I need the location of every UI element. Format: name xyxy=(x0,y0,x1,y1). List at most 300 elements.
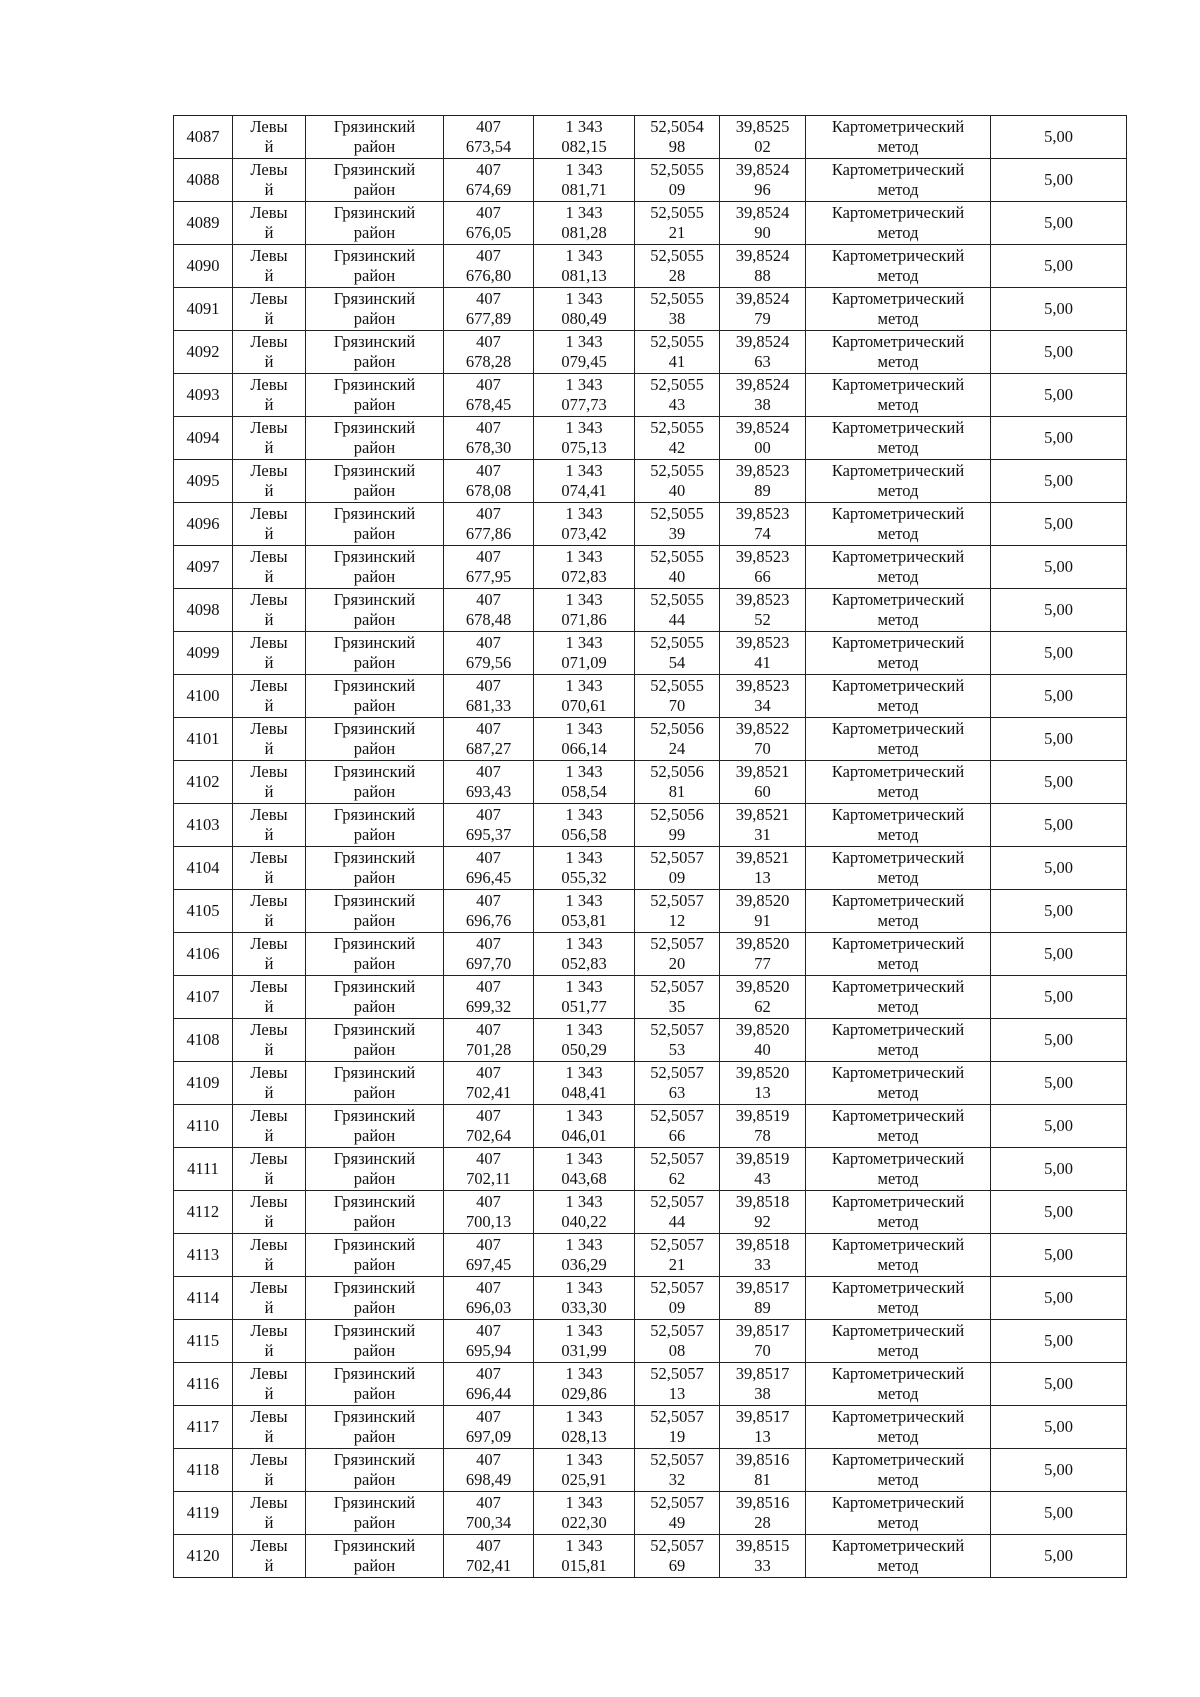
x-coordinate-cell xyxy=(444,632,534,675)
y-coordinate-line-2: 071,86 xyxy=(561,610,607,629)
district-line-2: район xyxy=(353,1169,396,1188)
latitude-line-2: 38 xyxy=(668,309,686,328)
latitude-line-1: 52,5057 xyxy=(650,1149,704,1168)
method-cell xyxy=(806,804,991,847)
method-line-1: Картометрический xyxy=(831,1106,965,1125)
longitude-line-1: 39,8516 xyxy=(735,1493,790,1512)
x-coordinate-line-2: 696,03 xyxy=(465,1298,512,1317)
x-coordinate-line-2: 699,32 xyxy=(465,997,512,1016)
latitude-line-1: 52,5057 xyxy=(650,1364,704,1383)
longitude-cell xyxy=(720,1148,806,1191)
x-coordinate-line-1: 407 xyxy=(476,332,501,351)
district-line-1: Грязинский xyxy=(333,375,416,394)
longitude-line-1: 39,8517 xyxy=(735,1364,790,1383)
point-number-cell xyxy=(174,890,233,933)
bank-side-cell xyxy=(233,1535,306,1578)
accuracy-cell xyxy=(991,1535,1127,1578)
x-coordinate-cell xyxy=(444,546,534,589)
point-number: 4114 xyxy=(186,1288,220,1307)
longitude-line-1: 39,8519 xyxy=(735,1106,790,1125)
method-line-1: Картометрический xyxy=(831,1192,965,1211)
y-coordinate-line-1: 1 343 xyxy=(565,461,603,480)
y-coordinate-line-2: 082,15 xyxy=(561,137,607,156)
method-line-2: метод xyxy=(877,1384,919,1403)
y-coordinate-cell xyxy=(534,374,635,417)
table-row xyxy=(174,1105,1127,1148)
y-coordinate-cell xyxy=(534,1449,635,1492)
latitude-cell xyxy=(635,417,720,460)
longitude-line-2: 31 xyxy=(754,825,771,844)
method-cell xyxy=(806,460,991,503)
latitude-cell xyxy=(635,1148,720,1191)
district-line-2: район xyxy=(353,1513,396,1532)
method-line-1: Картометрический xyxy=(831,676,965,695)
y-coordinate-line-2: 071,09 xyxy=(561,653,607,672)
table-body xyxy=(174,116,1127,1578)
district-line-1: Грязинский xyxy=(333,762,416,781)
accuracy-cell xyxy=(991,1406,1127,1449)
longitude-line-2: 90 xyxy=(754,223,771,242)
bank-side-line-2: й xyxy=(264,137,274,156)
y-coordinate-cell xyxy=(534,847,635,890)
y-coordinate-cell xyxy=(534,331,635,374)
longitude-line-1: 39,8524 xyxy=(735,203,790,222)
bank-side-line-2: й xyxy=(264,352,274,371)
accuracy-cell xyxy=(991,1105,1127,1148)
y-coordinate-line-2: 070,61 xyxy=(561,696,607,715)
x-coordinate-line-1: 407 xyxy=(476,1020,501,1039)
district-cell xyxy=(306,288,444,331)
x-coordinate-line-1: 407 xyxy=(476,1063,501,1082)
point-number-cell xyxy=(174,1148,233,1191)
point-number-cell xyxy=(174,417,233,460)
table-row xyxy=(174,632,1127,675)
y-coordinate-cell xyxy=(534,1492,635,1535)
point-number-cell xyxy=(174,374,233,417)
bank-side-line-2: й xyxy=(264,653,274,672)
latitude-line-2: 43 xyxy=(668,395,686,414)
longitude-cell xyxy=(720,632,806,675)
point-number-cell xyxy=(174,976,233,1019)
longitude-line-1: 39,8521 xyxy=(735,848,790,867)
y-coordinate-cell xyxy=(534,1363,635,1406)
x-coordinate-cell xyxy=(444,460,534,503)
bank-side-line-2: й xyxy=(264,739,274,758)
bank-side-line-1: Левы xyxy=(250,375,288,394)
accuracy-cell xyxy=(991,159,1127,202)
district-line-1: Грязинский xyxy=(333,547,416,566)
x-coordinate-line-1: 407 xyxy=(476,289,501,308)
accuracy-cell xyxy=(991,589,1127,632)
bank-side-cell xyxy=(233,1062,306,1105)
point-number-cell xyxy=(174,718,233,761)
latitude-cell xyxy=(635,245,720,288)
y-coordinate-line-1: 1 343 xyxy=(565,1364,603,1383)
longitude-line-2: 89 xyxy=(754,481,771,500)
bank-side-line-1: Левы xyxy=(250,934,288,953)
method-line-2: метод xyxy=(877,266,919,285)
y-coordinate-line-1: 1 343 xyxy=(565,1106,603,1125)
accuracy-value: 5,00 xyxy=(1044,729,1073,748)
x-coordinate-line-2: 697,09 xyxy=(465,1427,512,1446)
y-coordinate-line-1: 1 343 xyxy=(565,1192,603,1211)
point-number: 4091 xyxy=(186,299,220,318)
latitude-line-1: 52,5057 xyxy=(650,848,704,867)
x-coordinate-line-2: 700,13 xyxy=(465,1212,512,1231)
longitude-line-2: 13 xyxy=(754,1427,771,1446)
method-line-1: Картометрический xyxy=(831,1493,965,1512)
district-cell xyxy=(306,847,444,890)
accuracy-value: 5,00 xyxy=(1044,1073,1073,1092)
method-line-1: Картометрический xyxy=(831,1407,965,1426)
method-cell xyxy=(806,1019,991,1062)
longitude-line-2: 34 xyxy=(754,696,771,715)
method-line-2: метод xyxy=(877,825,919,844)
latitude-line-2: 49 xyxy=(668,1513,686,1532)
x-coordinate-line-1: 407 xyxy=(476,977,501,996)
latitude-cell xyxy=(635,1234,720,1277)
x-coordinate-line-1: 407 xyxy=(476,461,501,480)
y-coordinate-cell xyxy=(534,761,635,804)
method-line-2: метод xyxy=(877,782,919,801)
bank-side-line-2: й xyxy=(264,180,274,199)
bank-side-cell xyxy=(233,1234,306,1277)
method-line-1: Картометрический xyxy=(831,332,965,351)
x-coordinate-line-2: 677,86 xyxy=(465,524,512,543)
x-coordinate-line-2: 687,27 xyxy=(465,739,512,758)
longitude-cell xyxy=(720,374,806,417)
district-cell xyxy=(306,1406,444,1449)
point-number: 4104 xyxy=(186,858,220,877)
table-row xyxy=(174,1019,1127,1062)
method-line-1: Картометрический xyxy=(831,762,965,781)
y-coordinate-line-1: 1 343 xyxy=(565,117,603,136)
latitude-line-2: 09 xyxy=(668,1298,686,1317)
bank-side-line-2: й xyxy=(264,1341,274,1360)
table-row xyxy=(174,1062,1127,1105)
bank-side-cell xyxy=(233,1449,306,1492)
method-line-2: метод xyxy=(877,1341,919,1360)
longitude-line-2: 92 xyxy=(754,1212,771,1231)
method-line-1: Картометрический xyxy=(831,1536,965,1555)
method-line-1: Картометрический xyxy=(831,848,965,867)
y-coordinate-line-2: 077,73 xyxy=(561,395,607,414)
bank-side-line-1: Левы xyxy=(250,547,288,566)
longitude-line-1: 39,8520 xyxy=(735,1063,790,1082)
y-coordinate-line-2: 028,13 xyxy=(561,1427,607,1446)
longitude-cell xyxy=(720,1062,806,1105)
bank-side-line-2: й xyxy=(264,438,274,457)
y-coordinate-line-2: 040,22 xyxy=(561,1212,607,1231)
point-number: 4103 xyxy=(186,815,220,834)
latitude-line-2: 81 xyxy=(668,782,686,801)
method-line-1: Картометрический xyxy=(831,160,965,179)
district-line-1: Грязинский xyxy=(333,934,416,953)
x-coordinate-cell xyxy=(444,761,534,804)
district-line-1: Грязинский xyxy=(333,633,416,652)
method-line-1: Картометрический xyxy=(831,977,965,996)
latitude-line-1: 52,5055 xyxy=(650,504,704,523)
y-coordinate-line-1: 1 343 xyxy=(565,1407,603,1426)
latitude-line-2: 98 xyxy=(668,137,686,156)
bank-side-cell xyxy=(233,847,306,890)
y-coordinate-line-1: 1 343 xyxy=(565,1450,603,1469)
bank-side-cell xyxy=(233,202,306,245)
point-number-cell xyxy=(174,1191,233,1234)
bank-side-line-1: Левы xyxy=(250,1020,288,1039)
bank-side-line-2: й xyxy=(264,1040,274,1059)
district-line-2: район xyxy=(353,137,396,156)
bank-side-line-2: й xyxy=(264,1513,274,1532)
bank-side-line-1: Левы xyxy=(250,461,288,480)
district-cell xyxy=(306,159,444,202)
bank-side-line-1: Левы xyxy=(250,203,288,222)
y-coordinate-line-1: 1 343 xyxy=(565,1536,603,1555)
district-line-2: район xyxy=(353,1470,396,1489)
accuracy-value: 5,00 xyxy=(1044,1202,1073,1221)
y-coordinate-line-2: 073,42 xyxy=(561,524,607,543)
x-coordinate-line-2: 677,95 xyxy=(465,567,512,586)
bank-side-line-2: й xyxy=(264,223,274,242)
x-coordinate-cell xyxy=(444,890,534,933)
latitude-line-2: 44 xyxy=(668,610,686,629)
bank-side-cell xyxy=(233,417,306,460)
y-coordinate-cell xyxy=(534,1019,635,1062)
bank-side-line-2: й xyxy=(264,1169,274,1188)
longitude-line-2: 74 xyxy=(754,524,771,543)
accuracy-value: 5,00 xyxy=(1044,643,1073,662)
bank-side-cell xyxy=(233,116,306,159)
method-cell xyxy=(806,245,991,288)
accuracy-cell xyxy=(991,847,1127,890)
point-number: 4098 xyxy=(186,600,220,619)
method-line-2: метод xyxy=(877,180,919,199)
table-row xyxy=(174,245,1127,288)
district-line-2: район xyxy=(353,266,396,285)
district-cell xyxy=(306,890,444,933)
district-line-1: Грязинский xyxy=(333,1364,416,1383)
y-coordinate-line-2: 066,14 xyxy=(561,739,607,758)
x-coordinate-cell xyxy=(444,1535,534,1578)
y-coordinate-line-1: 1 343 xyxy=(565,547,603,566)
y-coordinate-line-1: 1 343 xyxy=(565,160,603,179)
x-coordinate-line-1: 407 xyxy=(476,1407,501,1426)
latitude-cell xyxy=(635,1105,720,1148)
bank-side-cell xyxy=(233,1320,306,1363)
district-line-1: Грязинский xyxy=(333,203,416,222)
district-line-2: район xyxy=(353,309,396,328)
method-cell xyxy=(806,1105,991,1148)
accuracy-cell xyxy=(991,1191,1127,1234)
point-number-cell xyxy=(174,1535,233,1578)
accuracy-value: 5,00 xyxy=(1044,471,1073,490)
longitude-line-2: 78 xyxy=(754,1126,771,1145)
district-cell xyxy=(306,1062,444,1105)
latitude-line-2: 39 xyxy=(668,524,686,543)
table-row xyxy=(174,890,1127,933)
x-coordinate-line-2: 702,64 xyxy=(465,1126,512,1145)
bank-side-line-2: й xyxy=(264,911,274,930)
x-coordinate-cell xyxy=(444,1406,534,1449)
accuracy-value: 5,00 xyxy=(1044,772,1073,791)
longitude-cell xyxy=(720,804,806,847)
point-number-cell xyxy=(174,675,233,718)
district-line-2: район xyxy=(353,1341,396,1360)
method-line-2: метод xyxy=(877,868,919,887)
latitude-line-2: 99 xyxy=(668,825,686,844)
latitude-line-1: 52,5057 xyxy=(650,1450,704,1469)
x-coordinate-line-1: 407 xyxy=(476,246,501,265)
bank-side-cell xyxy=(233,1406,306,1449)
latitude-line-1: 52,5055 xyxy=(650,633,704,652)
method-line-1: Картометрический xyxy=(831,1450,965,1469)
district-cell xyxy=(306,460,444,503)
longitude-line-1: 39,8523 xyxy=(735,547,790,566)
method-line-1: Картометрический xyxy=(831,461,965,480)
latitude-cell xyxy=(635,1406,720,1449)
latitude-line-1: 52,5055 xyxy=(650,160,704,179)
longitude-line-1: 39,8521 xyxy=(735,805,790,824)
longitude-cell xyxy=(720,288,806,331)
method-cell xyxy=(806,675,991,718)
latitude-line-2: 69 xyxy=(668,1556,686,1575)
x-coordinate-cell xyxy=(444,1234,534,1277)
x-coordinate-line-1: 407 xyxy=(476,848,501,867)
y-coordinate-cell xyxy=(534,718,635,761)
latitude-line-1: 52,5057 xyxy=(650,1321,704,1340)
bank-side-line-1: Левы xyxy=(250,633,288,652)
district-line-2: район xyxy=(353,782,396,801)
x-coordinate-line-1: 407 xyxy=(476,1235,501,1254)
accuracy-value: 5,00 xyxy=(1044,1546,1073,1565)
table-row xyxy=(174,116,1127,159)
accuracy-cell xyxy=(991,331,1127,374)
district-line-2: район xyxy=(353,481,396,500)
latitude-line-1: 52,5055 xyxy=(650,461,704,480)
bank-side-line-1: Левы xyxy=(250,504,288,523)
x-coordinate-cell xyxy=(444,245,534,288)
latitude-cell xyxy=(635,675,720,718)
bank-side-line-1: Левы xyxy=(250,719,288,738)
latitude-line-1: 52,5057 xyxy=(650,1235,704,1254)
latitude-line-2: 20 xyxy=(668,954,686,973)
point-number-cell xyxy=(174,331,233,374)
bank-side-line-2: й xyxy=(264,309,274,328)
bank-side-cell xyxy=(233,718,306,761)
accuracy-cell xyxy=(991,890,1127,933)
x-coordinate-line-1: 407 xyxy=(476,934,501,953)
x-coordinate-cell xyxy=(444,1019,534,1062)
latitude-line-1: 52,5054 xyxy=(650,117,704,136)
y-coordinate-line-1: 1 343 xyxy=(565,762,603,781)
point-number: 4112 xyxy=(186,1202,220,1221)
bank-side-cell xyxy=(233,589,306,632)
table-row xyxy=(174,288,1127,331)
method-line-2: метод xyxy=(877,911,919,930)
method-line-1: Картометрический xyxy=(831,504,965,523)
method-line-1: Картометрический xyxy=(831,375,965,394)
district-cell xyxy=(306,417,444,460)
x-coordinate-line-2: 702,11 xyxy=(466,1169,511,1188)
method-line-1: Картометрический xyxy=(831,117,965,136)
accuracy-value: 5,00 xyxy=(1044,342,1073,361)
bank-side-line-1: Левы xyxy=(250,1278,288,1297)
latitude-line-2: 09 xyxy=(668,868,686,887)
y-coordinate-line-2: 048,41 xyxy=(561,1083,607,1102)
y-coordinate-cell xyxy=(534,1105,635,1148)
longitude-line-1: 39,8523 xyxy=(735,504,790,523)
y-coordinate-cell xyxy=(534,1535,635,1578)
latitude-cell xyxy=(635,1277,720,1320)
latitude-line-2: 19 xyxy=(668,1427,686,1446)
longitude-line-2: 89 xyxy=(754,1298,771,1317)
bank-side-line-1: Левы xyxy=(250,418,288,437)
latitude-line-1: 52,5057 xyxy=(650,977,704,996)
x-coordinate-line-2: 673,54 xyxy=(465,137,512,156)
accuracy-value: 5,00 xyxy=(1044,1374,1073,1393)
accuracy-value: 5,00 xyxy=(1044,385,1073,404)
accuracy-value: 5,00 xyxy=(1044,901,1073,920)
point-number: 4099 xyxy=(186,643,220,662)
longitude-cell xyxy=(720,1019,806,1062)
district-line-1: Грязинский xyxy=(333,590,416,609)
x-coordinate-line-1: 407 xyxy=(476,1450,501,1469)
table-row xyxy=(174,847,1127,890)
method-line-1: Картометрический xyxy=(831,1020,965,1039)
x-coordinate-line-2: 696,45 xyxy=(465,868,512,887)
method-line-1: Картометрический xyxy=(831,1278,965,1297)
longitude-cell xyxy=(720,417,806,460)
point-number-cell xyxy=(174,632,233,675)
bank-side-line-2: й xyxy=(264,782,274,801)
method-line-1: Картометрический xyxy=(831,1063,965,1082)
y-coordinate-line-1: 1 343 xyxy=(565,1063,603,1082)
point-number-cell xyxy=(174,546,233,589)
method-line-2: метод xyxy=(877,1126,919,1145)
method-cell xyxy=(806,374,991,417)
latitude-cell xyxy=(635,589,720,632)
longitude-cell xyxy=(720,675,806,718)
accuracy-cell xyxy=(991,417,1127,460)
accuracy-value: 5,00 xyxy=(1044,1288,1073,1307)
y-coordinate-line-2: 058,54 xyxy=(561,782,607,801)
bank-side-line-1: Левы xyxy=(250,676,288,695)
district-line-2: район xyxy=(353,352,396,371)
longitude-line-2: 38 xyxy=(754,1384,771,1403)
accuracy-cell xyxy=(991,116,1127,159)
district-line-2: район xyxy=(353,1040,396,1059)
x-coordinate-line-1: 407 xyxy=(476,1364,501,1383)
longitude-line-2: 00 xyxy=(754,438,771,457)
longitude-line-1: 39,8524 xyxy=(735,418,790,437)
y-coordinate-cell xyxy=(534,804,635,847)
table-row xyxy=(174,675,1127,718)
longitude-line-2: 91 xyxy=(754,911,771,930)
bank-side-cell xyxy=(233,976,306,1019)
method-line-2: метод xyxy=(877,610,919,629)
point-number-cell xyxy=(174,589,233,632)
bank-side-line-1: Левы xyxy=(250,977,288,996)
method-line-2: метод xyxy=(877,954,919,973)
accuracy-value: 5,00 xyxy=(1044,170,1073,189)
longitude-cell xyxy=(720,1406,806,1449)
method-line-1: Картометрический xyxy=(831,1321,965,1340)
point-number: 4102 xyxy=(186,772,220,791)
x-coordinate-line-2: 676,80 xyxy=(465,266,512,285)
table-row xyxy=(174,1234,1127,1277)
latitude-cell xyxy=(635,159,720,202)
latitude-cell xyxy=(635,718,720,761)
